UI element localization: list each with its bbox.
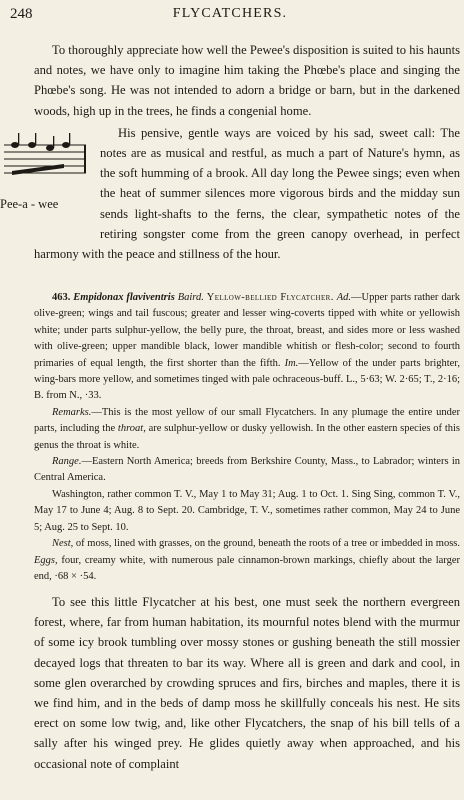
range-label: Range.	[52, 456, 82, 468]
music-staff-icon	[4, 131, 88, 187]
page-number: 248	[10, 6, 33, 22]
paragraph-habits: To see this little Flycatcher at his best, one must seek the northern evergreen forest, where, far from human habitation, its mournful notes blend with the murmur of some icy brook tumbling over mossy stones or gushing beneath the still mossier decayed logs that threaten to bar its way. Where all is green and dark and cool, in some glen overarched by crowding spruces and firs, birches and maples, there it is we find him, and in the beds of damp moss he skillfully conceals his nest. He sits erect on some low twig, and, like other Flycatchers, the snap of his bill tells of a sally after his winged prey. He glides quietly away when approached, and his occasional note of complaint	[34, 595, 460, 771]
species-authority: Baird.	[177, 292, 204, 303]
range-text: —Eastern North America; breeds from Berkshire County, Mass., to Labrador; winters in Central America.	[34, 456, 460, 484]
species-description	[34, 290, 460, 405]
pewee-text-block	[0, 40, 460, 264]
species-number: 463.	[52, 292, 71, 303]
adult-description: —Upper parts rather dark olive-green; wings and tail fuscous; greater and lesser wing-coverts tipped with white or yellowish white; under parts sulphur-yellow, the belly pure, the throat, breast, and sides more or less washed with olive-green; upper mandible black, lower mandible whitish or flesh-color; second to fourth primaries of equal length, the first shorter than the fifth.	[34, 292, 460, 369]
pewee-song-block	[0, 123, 460, 264]
remarks-text: —This is the most yellow of our small Flycatchers. In any plumage the entire under parts, including the	[34, 406, 460, 435]
immature-description: —Yellow of the under parts brighter, wing-bars more yellow, and sometimes tinged with pale ochraceous-buff. L., 5·63; W. 2·65; T., 2·16; B. from N., ·33.	[34, 357, 461, 402]
paragraph-pewee-disposition: To thoroughly appreciate how well the Pewee's disposition is suited to his haunts and notes, we have only to imagine him taking the Phœbe's place and singing the Phœbe's song. He was not intended to adorn a bridge or barn, but in the darkened woods, high up in the trees, he finds a congenial home.	[34, 43, 460, 118]
nest-label: Nest,	[52, 538, 74, 550]
species-name: Empidonax flaviventris	[73, 292, 175, 303]
remarks-label: Remarks.	[52, 406, 92, 418]
remarks-paragraph	[34, 405, 460, 454]
records-paragraph: Washington, rather common T. V., May 1 to May 31; Aug. 1 to Oct. 1. Sing Sing, common T. V., May 17 to June 4; Aug. 8 to Sept. 20. Cambridge, T. V., sometimes rather common, May 24 to June 5; Aug. 25 to Sept. 10.	[34, 488, 460, 533]
eggs-text: four, creamy white, with numerous pale cinnamon-brown markings, chiefly about the larger end, ·68 × ·54.	[34, 554, 460, 582]
nest-text: of moss, lined with grasses, on the ground, beneath the roots of a tree or imbedded in moss.	[73, 538, 460, 550]
habits-text-block	[34, 592, 460, 774]
music-notation-figure	[0, 125, 94, 225]
page-header	[10, 6, 450, 26]
adult-label: Ad.	[336, 292, 351, 303]
paragraph-pewee-call: His pensive, gentle ways are voiced by his sad, sweet call: The notes are as musical and restful, as much a part of Nature's hymn, as the soft humming of a brook. All day long the Pewee sings; even when the heat of summer silences more vigorous birds and the midday sun sends light-shafts to the ferns, the clear, sympathetic notes of the retiring songster come from the green canopy overhead, in perfect harmony with the peace and stillness of the hour.	[34, 125, 460, 262]
eggs-label: Eggs,	[34, 554, 58, 566]
species-common-name: Yellow-bellied Flycatcher.	[206, 292, 334, 303]
nest-paragraph	[34, 536, 460, 585]
running-title: FLYCATCHERS.	[172, 6, 288, 21]
music-caption: Pee-a - wee	[0, 196, 59, 211]
remarks-throat: throat	[117, 423, 144, 435]
remarks-text-end: , are sulphur-yellow or dusky yellowish. In the other eastern species of this genus the throat is white.	[34, 423, 460, 451]
immature-label: Im.	[284, 357, 299, 369]
range-paragraph	[34, 454, 460, 487]
species-account	[34, 290, 460, 585]
